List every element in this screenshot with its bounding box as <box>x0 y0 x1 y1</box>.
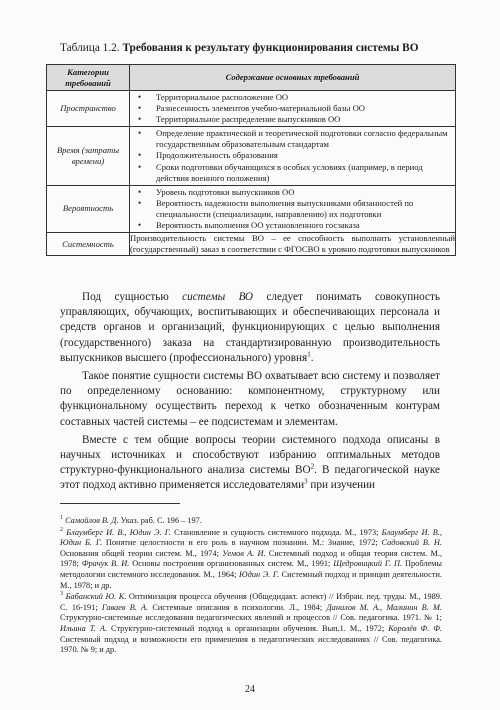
category-cell: Системность <box>47 233 130 256</box>
list-item: • Территориальное распределение выпускников ОО <box>134 114 451 125</box>
list-item: • Уровень подготовки выпускников ОО <box>134 187 451 198</box>
table-caption-prefix: Таблица 1.2. <box>60 42 123 54</box>
footnote-ref[interactable]: 3 <box>304 477 308 486</box>
footnote-divider <box>60 503 180 504</box>
body-text <box>60 290 440 497</box>
text-cell: Производительность системы ВО – ее способность выполнить установленный (государственный) заказ в соответствии с ФГОСВО к уровню подготовки выпускников <box>130 233 455 255</box>
table-row <box>47 233 456 256</box>
footnote: $^3$ Бабанский Ю. К. Оптимизация процесса обучения (Общедидакт. аспект) // Избран. пед. труды. М., 1989. С. 16-191; Гаваев В. А. Системные описания в психологии. Л., 1984; Данилов М. А., Малинин В. М. Структурно-системные исследования педагогических явлений и процессов // Сов. педагогика. 1971. № 1; Ильина Т. А. Структурно-системный подход к организации обучения. Вып.1. М., 1972; Королёв Ф. Ф. Системный подход и возможности его применения в педагогических исследованиях // Сов. педагогика. 1970. № 9; и др. <box>60 591 443 655</box>
list-item: • Определение практической и теоретической подготовки согласно федеральным государственным образовательным стандартам <box>134 128 451 150</box>
emphasis: системы ВО <box>182 291 254 303</box>
list-item: • Вероятность надежности выполнения выпускниками обязанностей по специальности (специализации, направлению) их подготовки <box>134 198 451 220</box>
list-item: • Вероятность выполнения ОО установленного госзаказа <box>134 220 451 231</box>
header-categories: Категории требований <box>47 65 130 91</box>
page-number: 24 <box>245 684 255 695</box>
header-contents: Содержание основных требований <box>130 65 456 91</box>
table-caption-title: Требования к результату функционирования системы ВО <box>122 42 419 54</box>
table-row <box>47 185 456 232</box>
table-row <box>47 127 456 185</box>
items-cell <box>130 127 456 185</box>
category-cell: Вероятность <box>47 185 130 232</box>
table-header-row <box>47 65 456 91</box>
paragraph: Под сущностью системы ВО следует понимать совокупность управляющих, обучающих, воспитывающих и обеспечивающих персонала и средств органов и организаций, функционирующих с целью выполнения (государственного) заказа на стандартизированную производительность выпускников высшего (профессионального) уровня$^1$. <box>60 291 440 364</box>
items-cell <box>130 91 456 127</box>
list-item: • Территориальное расположение ОО <box>134 92 451 103</box>
paragraph: Такое понятие сущности системы ВО охватывает всю систему и позволяет по определенному основанию: компонентному, структурному или функциональному осуществить переход к четко обозначенным контурам составных частей системы – ее подсистемам и элементам. <box>60 370 440 428</box>
paragraph: Вместе с тем общие вопросы теории системного подхода описаны в научных источниках и способствуют избранию оптимальных методов структурно-функционального анализа системы $ВО^2$. В педагогической науке этот подход активно применяется исследователями$^3$ при изучении <box>60 433 440 492</box>
table-caption <box>60 42 460 54</box>
table-row <box>47 91 456 127</box>
footnote: $^1$ Самойлов В. Д. Указ. раб. С. 196 – 197. <box>60 515 202 525</box>
items-cell <box>130 185 456 232</box>
category-cell: Пространство <box>47 91 130 127</box>
list-item: • Сроки подготовки обучающихся в особых условиях (например, в период действия военного положения) <box>134 162 451 184</box>
list-item: • Разнесенность элементов учебно-материальной базы ОО <box>134 103 451 114</box>
footnote-ref[interactable]: 2 <box>310 462 315 471</box>
list-item: • Продолжительность образования <box>134 150 451 161</box>
footnote-ref[interactable]: 1 <box>307 350 311 359</box>
footnote: $^2$ Блаумберг И. В., Юдин Э. Г. Становление и сущность системного подхода. М., 1973; Блаумберг И. В., Юдин Б. Г. Понятие целостности и его роль в научном познании. М.: Знание, 1972; Садовский В. Н. Основания общей теории систем. М., 1974; Уемов А. И. Системный подход и общая теория систем. М., 1978; Фрачук В. И. Основы построения организованных систем. М., 1991; Щедровицкий Г. П. Проблемы методологии системного исследования. М., 1964; Юдин Э. Г. Системный подход и принцип деятельности. М., 1978; и др. <box>60 526 443 590</box>
requirements-table <box>46 64 456 256</box>
footnotes <box>60 516 442 657</box>
category-cell: Время (затраты времени) <box>47 127 130 185</box>
